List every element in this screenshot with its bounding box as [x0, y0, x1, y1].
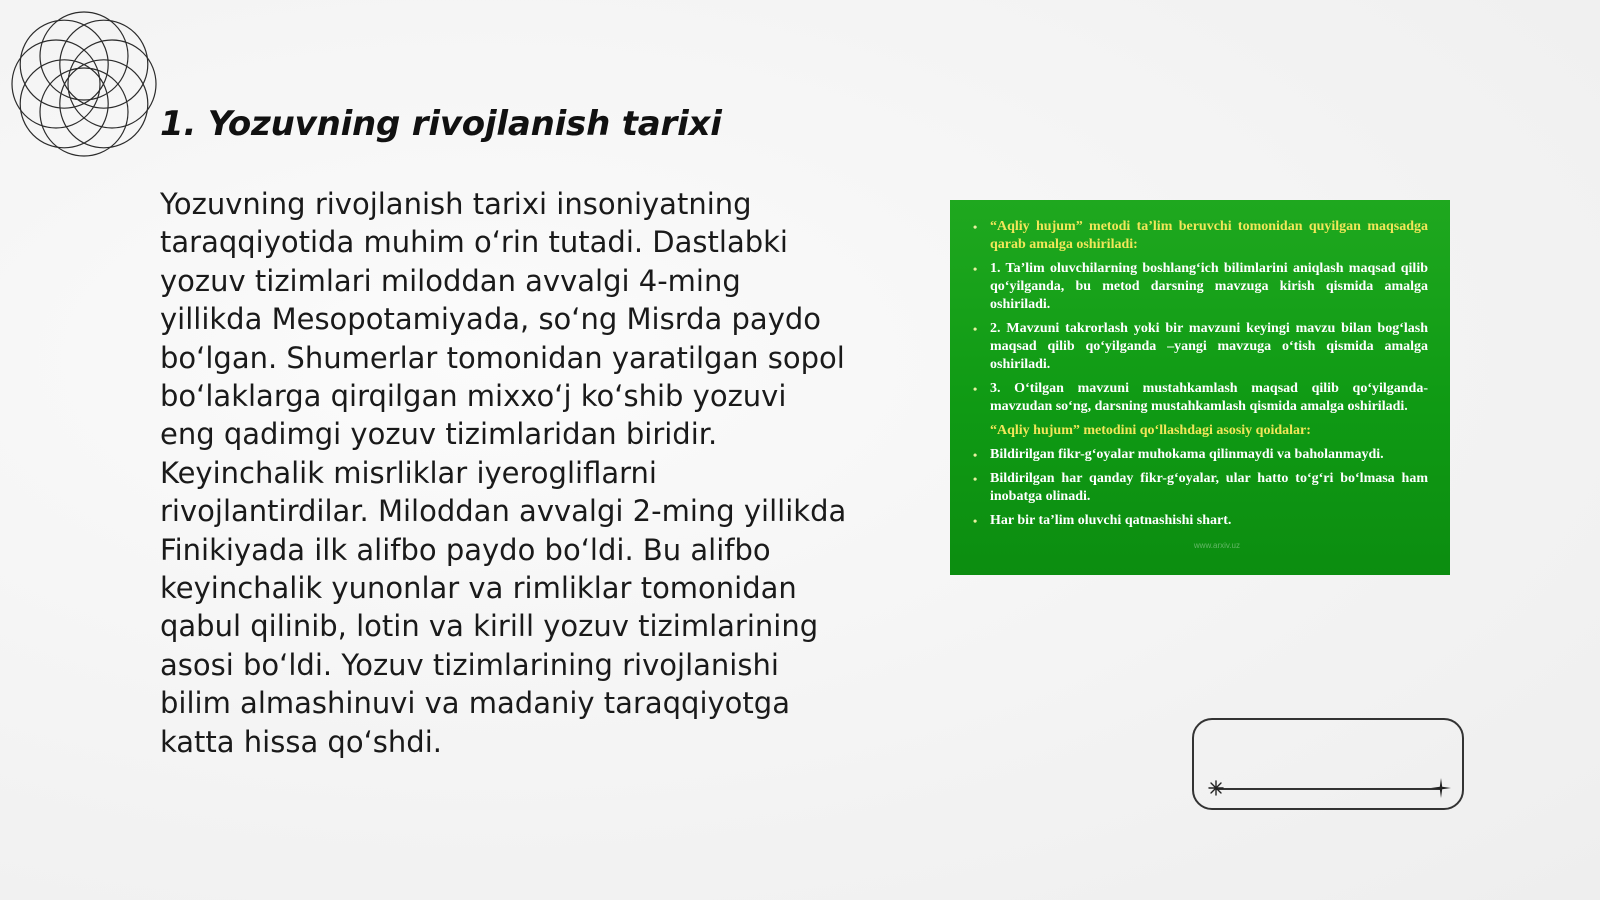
card-rule: [970, 446, 1428, 464]
bullet-icon: •: [973, 262, 978, 276]
card-item: [970, 380, 1428, 416]
card-watermark: www.arxiv.uz: [1193, 541, 1240, 550]
card-item-intro: [970, 218, 1428, 254]
decorative-nav-frame: [1192, 718, 1464, 810]
card-rules-list: [970, 446, 1428, 530]
nav-divider-line: [1216, 788, 1441, 790]
card-rule-text: Bildirilgan fikr-g‘oyalar muhokama qilinmaydi va baholanmaydi.: [990, 447, 1384, 462]
card-item-text: 1. Ta’lim oluvchilarning boshlang‘ich bilimlarini aniqlash maqsad qilib qo‘yilganda, bu metod darsning mavzuga kirish qismida amalga oshiriladi.: [990, 261, 1428, 312]
interlaced-circles-ornament-icon: [8, 8, 160, 160]
card-item-text: “Aqliy hujum” metodi ta’lim beruvchi tomonidan quyilgan maqsadga qarab amalga oshiriladi:: [990, 219, 1428, 252]
card-rule-text: Har bir ta’lim oluvchi qatnashishi shart.: [990, 513, 1232, 528]
card-item: [970, 320, 1428, 374]
bullet-icon: •: [973, 472, 978, 486]
card-item: [970, 260, 1428, 314]
card-subheading: “Aqliy hujum” metodini qo‘llashdagi asosiy qoidalar:: [990, 423, 1311, 438]
bullet-icon: •: [973, 448, 978, 462]
body-paragraph: Yozuvning rivojlanish tarixi insoniyatning taraqqiyotida muhim o‘rin tutadi. Dastlabki yozuv tizimlari miloddan avvalgi 4-ming yillikda Mesopotamiyada, so‘ng Misrda paydo bo‘lgan. Shumerlar tomonidan yaratilgan sopol bo‘laklarga qirqilgan mixxo‘j ko‘shib yozuvi eng qadimgi yozuv tizimlaridan biridir. Keyinchalik misrliklar iyerogliflarni rivojlantirdilar. Miloddan avvalgi 2-ming yillikda Finikiyada ilk alifbo paydo bo‘ldi. Bu alifbo keyinchalik yunonlar va rimliklar tomonidan qabul qilinib, lotin va kirill yozuv tizimlarining asosi bo‘ldi. Yozuv tizimlarining rivojlanishi bilim almashinuvi va madaniy taraqqiyotga katta hissa qo‘shdi.: [160, 187, 847, 759]
bullet-icon: •: [973, 322, 978, 336]
aqliy-hujum-card: [950, 200, 1450, 575]
four-point-star-icon: [1431, 778, 1451, 798]
bullet-icon: •: [973, 514, 978, 528]
sparkle-icon: [1207, 779, 1225, 797]
card-item-text: 3. O‘tilgan mavzuni mustahkamlash maqsad qilib qo‘yilganda-mavzudan so‘ng, darsning mustahkamlash qismida amalga oshiriladi.: [990, 381, 1428, 414]
card-item-text: 2. Mavzuni takrorlash yoki bir mavzuni keyingi mavzu bilan bog‘lash maqsad qilib qo‘yilganda –yangi mavzuga o‘tish qismida amalga oshiriladi.: [990, 321, 1428, 372]
card-rule: [970, 512, 1428, 530]
bullet-icon: •: [973, 220, 978, 234]
card-list: [970, 218, 1428, 416]
bullet-icon: •: [973, 382, 978, 396]
card-rule: [970, 470, 1428, 506]
slide-title: 1. Yozuvning rivojlanish tarixi: [160, 104, 722, 144]
card-rule-text: Bildirilgan har qanday fikr-g‘oyalar, ular hatto to‘g‘ri bo‘lmasa ham inobatga olinadi.: [990, 471, 1428, 504]
